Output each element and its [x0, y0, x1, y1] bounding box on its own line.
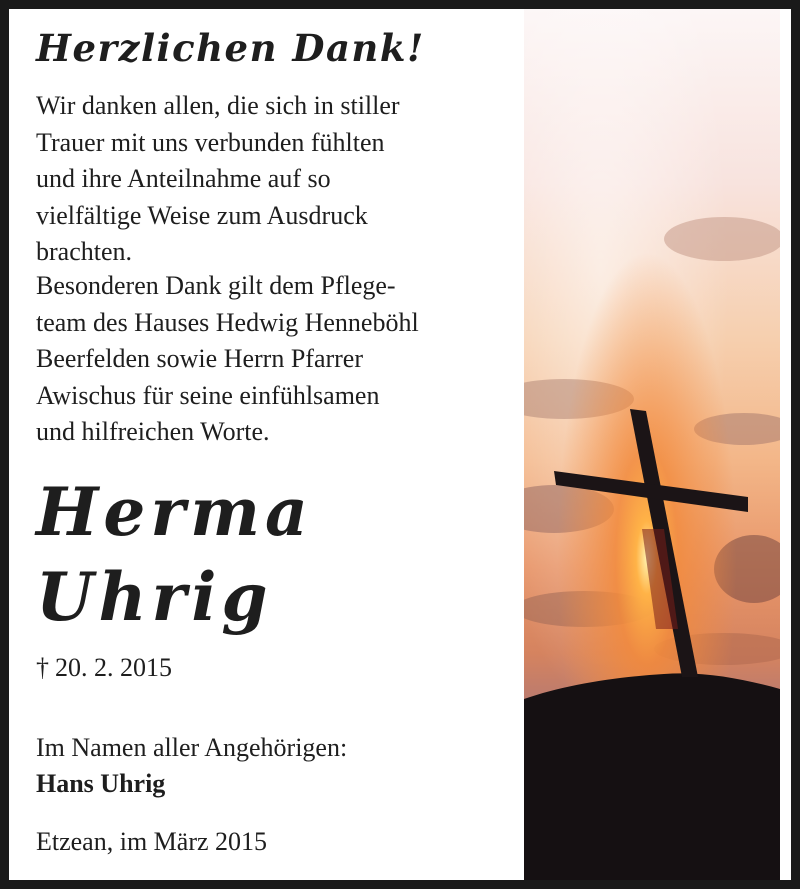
cross-sunset-image [524, 9, 780, 880]
notice-heading: Herzlichen Dank! [36, 26, 425, 70]
death-date: 20. 2. 2015 [55, 653, 172, 682]
special-thanks-line: team des Hauses Hedwig Henneböhl [36, 307, 419, 337]
signature-lead: Im Namen aller Angehörigen: [36, 733, 348, 762]
thanks-line: Trauer mit uns verbunden fühlten [36, 127, 385, 157]
thanks-line: brachten. [36, 237, 133, 266]
place-date: Etzean, im März 2015 [36, 827, 268, 856]
hill-silhouette [524, 673, 780, 880]
death-date-line [36, 653, 172, 683]
thanks-line: und ihre Anteilnahme auf so [36, 164, 331, 193]
thanks-line: Wir danken allen, die sich in stiller [36, 91, 400, 120]
signature-name: Hans Uhrig [36, 769, 166, 798]
deceased-first-name: Herma [36, 473, 313, 551]
special-thanks-line: Beerfelden sowie Herrn Pfarrer [36, 344, 364, 373]
special-thanks-line: Awischus für seine einfühlsamen [36, 380, 380, 410]
thanks-line: vielfältige Weise zum Ausdruck [36, 200, 368, 230]
deceased-last-name: Uhrig [36, 558, 273, 636]
special-thanks-line: Besonderen Dank gilt dem Pflege- [36, 271, 396, 300]
special-thanks-paragraph [36, 268, 419, 451]
dagger-icon: † [36, 653, 49, 682]
thanks-paragraph [36, 88, 400, 271]
right-margin [780, 9, 800, 880]
special-thanks-line: und hilfreichen Worte. [36, 417, 270, 446]
